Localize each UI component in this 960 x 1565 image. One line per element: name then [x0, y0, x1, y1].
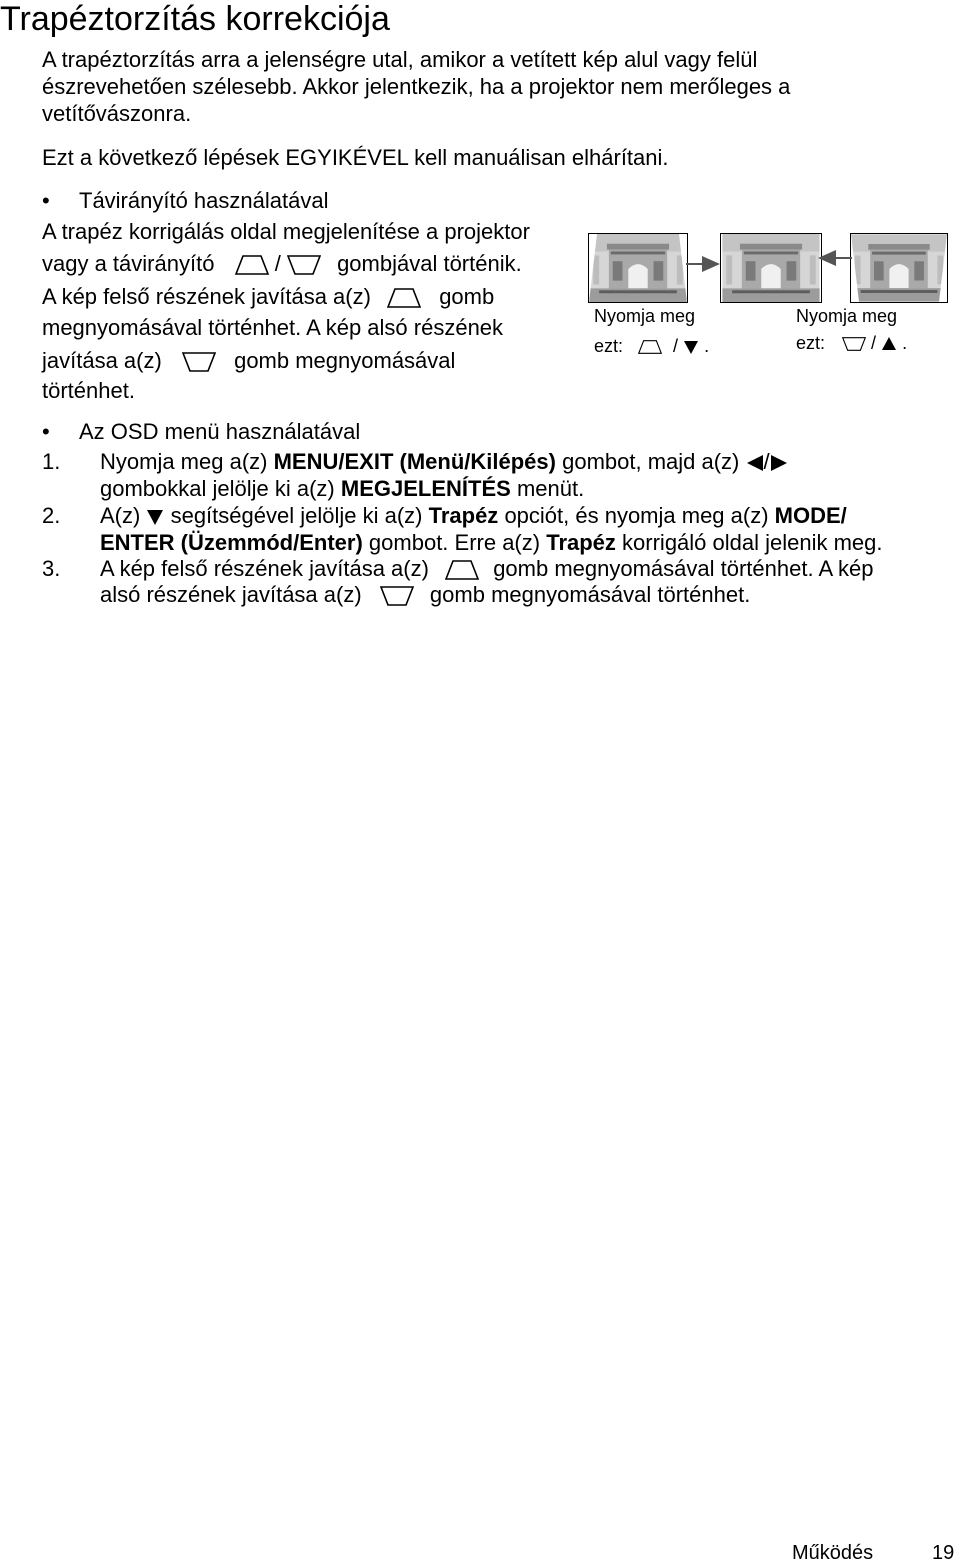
arrow-down-icon: [146, 508, 164, 526]
caption-left-line-1: Nyomja meg: [594, 306, 696, 326]
text: A kép felső részének javítása a(z): [100, 556, 429, 581]
bullet-remote: •: [42, 188, 50, 213]
mode-key: MODE/: [774, 503, 847, 528]
arrow-right-icon: [686, 252, 722, 276]
remote-line-3: [42, 284, 494, 310]
osd-item-3-line-1: [100, 556, 874, 582]
osd-item-2-line-2: [100, 530, 883, 556]
keystone-down-icon: [182, 352, 216, 372]
intro-line-2: észrevehetően szélesebb. Akkor jelentkezik, ha a projektor nem merőleges a: [42, 74, 791, 99]
text: segítségével jelölje ki a(z): [170, 503, 423, 528]
keystone-image-center: [720, 233, 822, 303]
caption-right-line-2: [796, 332, 907, 354]
menu-name: MEGJELENÍTÉS: [340, 476, 511, 501]
remote-heading: Távirányító használatával: [79, 188, 329, 213]
page-title: Trapéztorzítás korrekciója: [0, 0, 390, 38]
caption-right-line-1: Nyomja meg: [796, 306, 898, 326]
caption-left-line-2: [594, 335, 709, 357]
text: menüt.: [516, 476, 585, 501]
slash: /: [274, 251, 281, 276]
keystone-down-icon: [842, 336, 866, 352]
osd-item-3-line-2: [100, 582, 750, 608]
keystone-up-icon: [387, 288, 421, 308]
remote-line-6: történhet.: [42, 378, 135, 403]
text: korrigáló oldal jelenik meg.: [622, 530, 883, 555]
slash: /: [763, 449, 770, 474]
arrow-left-icon: [746, 454, 764, 472]
text: A(z): [100, 503, 141, 528]
remote-line-2-b: gombjával történik.: [337, 251, 522, 276]
caption-right-label: ezt:: [796, 333, 826, 353]
arrow-up-icon: [881, 336, 897, 352]
page-number: 19: [932, 1542, 955, 1564]
text: opciót, és nyomja meg a(z): [504, 503, 769, 528]
arrow-down-icon: [683, 339, 699, 355]
menu-exit-key: MENU/EXIT (Menü/Kilépés): [273, 449, 556, 474]
text: alsó részének javítása a(z): [100, 582, 362, 607]
period: .: [704, 336, 710, 356]
caption-left-label: ezt:: [594, 336, 624, 356]
osd-item-2-number: 2.: [42, 503, 61, 528]
option-name: Trapéz: [546, 530, 616, 555]
option-name: Trapéz: [428, 503, 499, 528]
period: .: [902, 333, 908, 353]
text: gombot, majd a(z): [562, 449, 740, 474]
text: gomb megnyomásával történhet.: [429, 582, 751, 607]
bullet-osd: •: [42, 419, 50, 444]
keystone-image-right: [850, 233, 948, 303]
text: gombot. Erre a(z): [368, 530, 541, 555]
text: Nyomja meg a(z): [100, 449, 268, 474]
slash: /: [871, 333, 877, 353]
intro-line-3: vetítővászonra.: [42, 101, 192, 126]
enter-key: ENTER (Üzemmód/Enter): [100, 530, 363, 555]
keystone-image-left: [588, 233, 688, 303]
remote-line-2-a: vagy a távirányító: [42, 251, 215, 276]
arrow-left-icon: [818, 246, 852, 270]
remote-line-5: [42, 348, 455, 374]
osd-item-1-line-1: [100, 449, 788, 475]
remote-line-3-b: gomb: [439, 284, 495, 309]
remote-line-1: A trapéz korrigálás oldal megjelenítése a projektor: [42, 219, 530, 244]
steps-intro: Ezt a következő lépések EGYIKÉVEL kell manuálisan elhárítani.: [42, 145, 669, 170]
text: gombokkal jelölje ki a(z): [100, 476, 335, 501]
remote-line-3-a: A kép felső részének javítása a(z): [42, 284, 371, 309]
keystone-up-icon: [638, 339, 662, 355]
remote-line-4: megnyomásával történhet. A kép alsó részének: [42, 315, 504, 340]
slash: /: [673, 336, 679, 356]
arrow-right-icon: [770, 454, 788, 472]
text: gomb megnyomásával történhet. A kép: [493, 556, 874, 581]
keystone-down-icon: [380, 586, 414, 606]
remote-line-2: [42, 251, 522, 277]
osd-item-2-line-1: [100, 503, 847, 529]
osd-item-1-number: 1.: [42, 449, 61, 474]
remote-line-5-b: gomb megnyomásával: [234, 348, 456, 373]
remote-line-5-a: javítása a(z): [42, 348, 162, 373]
osd-item-1-line-2: [100, 476, 584, 502]
osd-item-3-number: 3.: [42, 556, 61, 581]
keystone-up-icon: [235, 255, 269, 275]
intro-line-1: A trapéztorzítás arra a jelenségre utal, amikor a vetített kép alul vagy felül: [42, 47, 758, 72]
keystone-down-icon: [287, 255, 321, 275]
osd-heading: Az OSD menü használatával: [79, 419, 361, 444]
footer-section: Működés: [792, 1542, 874, 1564]
keystone-up-icon: [445, 560, 479, 580]
